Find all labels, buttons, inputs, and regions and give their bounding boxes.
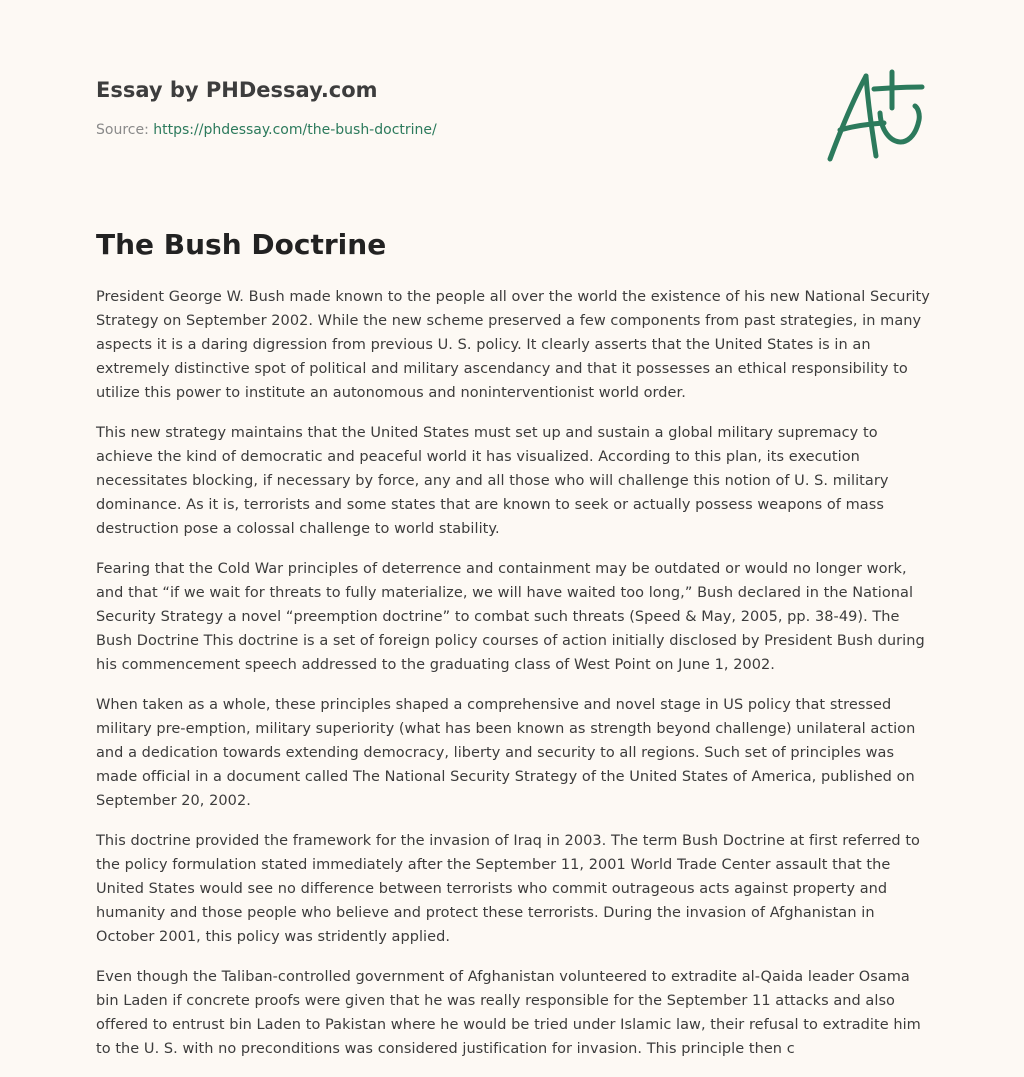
essay-paragraph: This doctrine provided the framework for the invasion of Iraq in 2003. The term Bush Doctrine at first referred to the policy formulation stated immediately after the September 11, 2001 World Trade Center assault that the United States would see no difference between terrorists who commit outrageous acts against property and humanity and those people who believe and protect these terrorists. During the invasion of Afghanistan in October 2001, this policy was stridently applied. xyxy=(96,833,920,945)
essay-header xyxy=(96,76,796,140)
essay-body xyxy=(96,285,930,1077)
source-line xyxy=(96,120,796,140)
essay-paragraph: This new strategy maintains that the United States must set up and sustain a global military supremacy to achieve the kind of democratic and peaceful world it has visualized. According to this plan, its execution necessitates blocking, if necessary by force, any and all those who will challenge this notion of U. S. military dominance. As it is, terrorists and some states that are known to seek or actually possess weapons of mass destruction pose a colossal challenge to world stability. xyxy=(96,425,889,537)
brand-title: Essay by PHDessay.com xyxy=(96,78,378,102)
essay-paragraph: Even though the Taliban-controlled government of Afghanistan volunteered to extradite al-Qaida leader Osama bin Laden if concrete proofs were given that he was really responsible for the September 11 attacks and also offered to entrust bin Laden to Pakistan where he would be tried under Islamic law, their refusal to extradite him to the U. S. with no preconditions was considered justification for invasion. This principle then c xyxy=(96,969,921,1057)
essay-title: The Bush Doctrine xyxy=(96,228,387,261)
essay-paragraph: When taken as a whole, these principles shaped a comprehensive and novel stage in US policy that stressed military pre-emption, military superiority (what has been known as strength beyond challenge) unilateral action and a dedication towards extending democracy, liberty and security to all regions. Such set of principles was made official in a document called The National Security Strategy of the United States of America, published on September 20, 2002. xyxy=(96,697,916,809)
a-plus-logo-icon xyxy=(822,66,928,166)
source-link[interactable]: https://phdessay.com/the-bush-doctrine/ xyxy=(153,122,437,138)
source-label: Source: xyxy=(96,122,154,138)
essay-paragraph: Fearing that the Cold War principles of deterrence and containment may be outdated or would no longer work, and that “if we wait for threats to fully materialize, we will have waited too long,” Bush declared in the National Security Strategy a novel “preemption doctrine” to combat such threats (Speed & May, 2005, pp. 38-49). The Bush Doctrine This doctrine is a set of foreign policy courses of action initially disclosed by President Bush during his commencement speech addressed to the graduating class of West Point on June 1, 2002. xyxy=(96,561,925,673)
essay-paragraph: President George W. Bush made known to the people all over the world the existence of his new National Security Strategy on September 2002. While the new scheme preserved a few components from past strategies, in many aspects it is a daring digression from previous U. S. policy. It clearly asserts that the United States is in an extremely distinctive spot of political and military ascendancy and that it possesses an ethical responsibility to utilize this power to institute an autonomous and noninterventionist world order. xyxy=(96,289,930,401)
